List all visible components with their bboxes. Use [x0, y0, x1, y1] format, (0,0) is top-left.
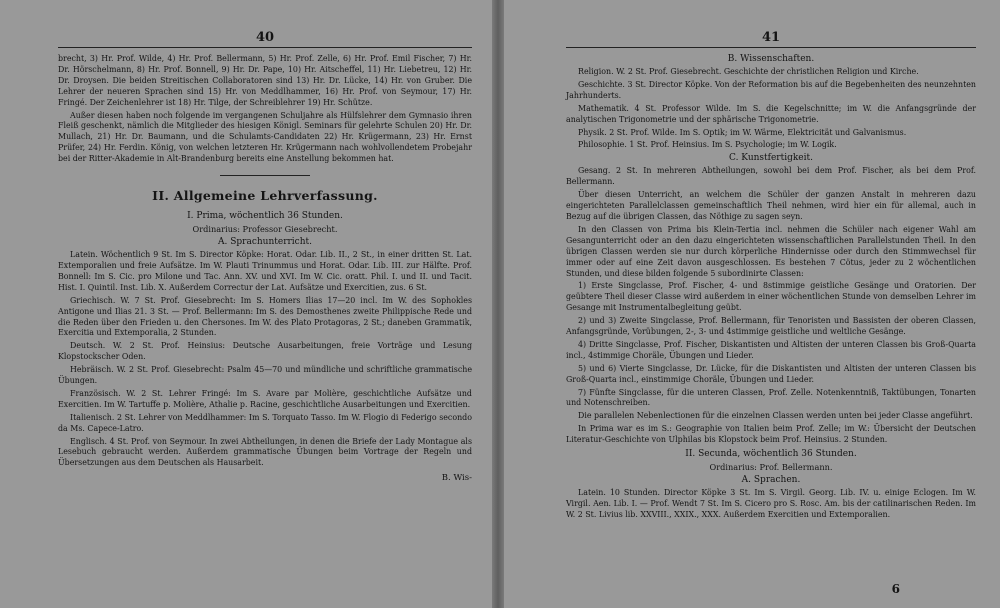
- book-gutter: [492, 0, 504, 608]
- ordinarius-prima: Ordinarius: Professor Giesebrecht.: [192, 224, 338, 235]
- subject-deutsch: Deutsch. W. 2 St. Prof. Heinsius: Deutsche Ausarbeitungen, freie Vorträge und Lesung Klopstockscher Oden.: [58, 341, 472, 362]
- subject-italienisch: Italienisch. 2 St. Lehrer von Meddlhammer: Im S. Torquato Tasso. Im W. Flogio di Federigo secondo da Ms. Capece-Latro.: [58, 412, 472, 433]
- heading-wissenschaften: B. Wissenschaften.: [727, 54, 815, 64]
- singclasse-5: 7) Fünfte Singclasse, für die unteren Classen, Prof. Zelle. Notenkenntniß, Taktübungen, Tonarten und Notenschreiben.: [566, 387, 976, 408]
- singclasse-2: 2) und 3) Zweite Singclasse, Prof. Bellermann, für Tenoristen und Bassisten der oberen Classen, Anfangsgründe, Vorübungen, 2-, 3- und 4stimmige geistliche und weltliche Gesänge.: [566, 316, 976, 337]
- subject-geschichte: Geschichte. 3 St. Director Köpke. Von der Reformation bis auf die Begebenheiten des neunzehnten Jahrhunderts.: [566, 79, 976, 100]
- secunda-latein: Latein. 10 Stunden. Director Köpke 3 St. Im S. Virgil. Georg. Lib. IV. u. einige Eclogen. Im W. Virgil. Aen. Lib. I. — Prof. Wendt 7 St. Im S. Cicero pro S. Rosc. Am. bis der catilinarischen Reden. Im W. 2 St. Livius lib. XXVIII., XXIX., XXX. Außerdem Exercitien und Extemporalien.: [566, 488, 976, 519]
- subject-philosophie: Philosophie. 1 St. Prof. Heinsius. Im S. Psychologie; im W. Logik.: [578, 140, 837, 150]
- page-number-right: 41: [761, 30, 781, 45]
- class-heading-secunda: II. Secunda, wöchentlich 36 Stunden.: [685, 449, 857, 460]
- gesang-note: Die parallelen Nebenlectionen für die einzelnen Classen werden unten bei jeder Classe angeführt.: [578, 411, 973, 421]
- subject-mathematik: Mathematik. 4 St. Professor Wilde. Im S. die Kegelschnitte; im W. die Anfangsgründe der analytischen Trigonometrie und der sphärische Trigonometrie.: [566, 103, 976, 124]
- subject-englisch: Englisch. 4 St. Prof. von Seymour. In zwei Abtheilungen, in denen die Briefe der Lady Montague als Lesebuch gebraucht werden. Außerdem grammatische Übungen beim Vortrage der Regeln und Übersetzungen aus dem Deutschen als Hausarbeit.: [58, 436, 472, 468]
- printer-signature-mark: 6: [891, 582, 900, 596]
- subheading-sprachen: A. Sprachen.: [741, 475, 801, 486]
- header-rule-left: [58, 47, 472, 48]
- singclasse-4: 5) und 6) Vierte Singclasse, Dr. Lücke, für die Diskantisten und Altisten der unteren Classen bis Groß-Quarta incl., einstimmige Choräle, Übungen und Lieder.: [566, 363, 976, 384]
- prima-note: In Prima war es im S.: Geographie von Italien beim Prof. Zelle; im W.: Übersicht der Deutschen Literatur-Geschichte von Ulphilas bis Klopstock beim Prof. Heinsius. 2 Stunden.: [566, 424, 976, 445]
- subject-latein: Latein. Wöchentlich 9 St. Im S. Director Köpke: Horat. Odar. Lib. II., 2 St., in einer dritten St. Lat. Extemporalien und freie Aufsätze. Im W. Plauti Trinummus und Horat. Odar. Lib. III. zur Hälfte. Prof. Bonnell: Im S. Cic. pro Milone und Tac. Ann. XV. und XVI. Im W. Cic. oratt. Phil. I. und II. und Tacit. Hist. I. Quintil. Inst. Lib. X. Außerdem Correctur der Lat. Aufsätze und Exercitien, zus. 6 St.: [58, 250, 472, 292]
- gesang-paragraph-3: In den Classen von Prima bis Klein-Tertia incl. nehmen die Schüler nach eigener Wahl am Gesangunterricht oder an den dazu eingerichteten wissenschaftlichen Parallelstunden Theil. In den übrigen Classen werden sie nur durch körperliche Hindernisse oder durch den Stimmwechsel für immer oder auf eine Zeit davon ausgeschlossen. Es bestehen 7 Cötus, jeder zu 2 wöchentlichen Stunden, und diese bilden folgende 5 subordinirte Classen:: [566, 224, 976, 278]
- header-rule-right: [566, 47, 976, 48]
- subject-franzoesisch: Französisch. W. 2 St. Lehrer Fringé: Im S. Avare par Molière, geschichtliche Aufsätze und Exercitien. Im W. Tartuffe p. Molière, Athalie p. Racine, geschichtliche Ausarbeitungen und Exercitien.: [58, 388, 472, 409]
- heading-kunstfertigkeit: C. Kunstfertigkeit.: [729, 153, 813, 164]
- subject-physik: Physik. 2 St. Prof. Wilde. Im S. Optik; im W. Wärme, Elektricität und Galvanismus.: [578, 127, 907, 137]
- ordinarius-secunda: Ordinarius: Prof. Bellermann.: [709, 462, 833, 473]
- page-number-left: 40: [255, 30, 275, 45]
- subject-religion: Religion. W. 2 St. Prof. Giesebrecht. Geschichte der christlichen Religion und Kirche.: [578, 67, 919, 76]
- section-title: II. Allgemeine Lehrverfassung.: [152, 188, 378, 204]
- singclasse-1: 1) Erste Singclasse, Prof. Fischer, 4- und 8stimmige geistliche Gesänge und Oratorien. Der geübtere Theil dieser Classe wird außerdem in einer wöchentlichen Stunde von demselben Lehrer im Gesange mit Instrumentalbegleitung geübt.: [566, 281, 976, 313]
- class-heading-prima: I. Prima, wöchentlich 36 Stunden.: [187, 211, 343, 222]
- subject-griechisch: Griechisch. W. 7 St. Prof. Giesebrecht: Im S. Homers Ilias 17—20 incl. Im W. des Sophokles Antigone und Ilias 21. 3 St. — Prof. Bellermann: Im S. des Demosthenes zweite Philippische Rede und die Reden über den Frieden u. den Chersones. Im W. des Plato Protagoras, 2 St.; daneben Grammatik, Exercitia und Extemporalia, 2 Stunden.: [58, 295, 472, 338]
- gesang-paragraph-2: Über diesen Unterricht, an welchem die Schüler der ganzen Anstalt in mehreren dazu eingerichteten Parallelclassen gemeinschaftlich Theil nehmen, wird hier ein für allemal, auch in Bezug auf die übrigen Classen, das Nöthige zu sagen seyn.: [566, 190, 976, 221]
- staff-paragraph: brecht, 3) Hr. Prof. Wilde, 4) Hr. Prof. Bellermann, 5) Hr. Prof. Zelle, 6) Hr. Prof. Emil Fischer, 7) Hr. Dr. Hörschelmann, 8) Hr. Prof. Bonnell, 9) Hr. Dr. Pape, 10) Hr. Aitscheffel, 11) Hr. Liebetreu, 12) Hr. Dr. Droysen. Die beiden Streitischen Collaboratoren sind 13) Hr. Dr. Lücke, 14) Hr. von Gruber. Die Lehrer der neueren Sprachen sind 15) Hr. von Meddlhammer, 16) Hr. Prof. von Seymour, 17) Hr. Fringé. Der Zeichenlehrer ist 18) Hr. Tilge, der Schreiblehrer 19) Hr. Schütze.: [58, 54, 472, 107]
- section-divider: [220, 175, 310, 176]
- subject-gesang: Gesang. 2 St. In mehreren Abtheilungen, sowohl bei dem Prof. Fischer, als bei dem Prof. Bellermann.: [566, 166, 976, 187]
- singclasse-3: 4) Dritte Singclasse, Prof. Fischer, Diskantisten und Altisten der unteren Classen bis Groß-Quarta incl., 4stimmige Choräle, Übungen und Lieder.: [566, 339, 976, 360]
- subject-hebraeisch: Hebräisch. W. 2 St. Prof. Giesebrecht: Psalm 45—70 und mündliche und schriftliche grammatische Übungen.: [58, 365, 472, 386]
- subheading-sprachunterricht: A. Sprachunterricht.: [218, 237, 312, 248]
- left-page: [0, 0, 492, 608]
- catchword: B. Wis-: [441, 473, 472, 484]
- assistant-teachers-paragraph: Außer diesen haben noch folgende im vergangenen Schuljahre als Hülfslehrer dem Gymnasio ihren Fleiß geschenkt, nämlich die Mitglieder des hiesigen Königl. Seminars für gelehrte Schulen 20) Hr. Dr. Mullach, 21) Hr. Dr. Baumann, und die Schulamts-Candidaten 22) Hr. Krügermann, 23) Hr. Ernst Prüfer, 24) Hr. Ferdin. König, von welchen letzteren Hr. Krügermann nach wohlvollendetem Probejahr bei der Ritter-Akademie in Alt-Brandenburg bereits eine Anstellung bekommen hat.: [58, 110, 472, 164]
- right-page: [504, 0, 1000, 608]
